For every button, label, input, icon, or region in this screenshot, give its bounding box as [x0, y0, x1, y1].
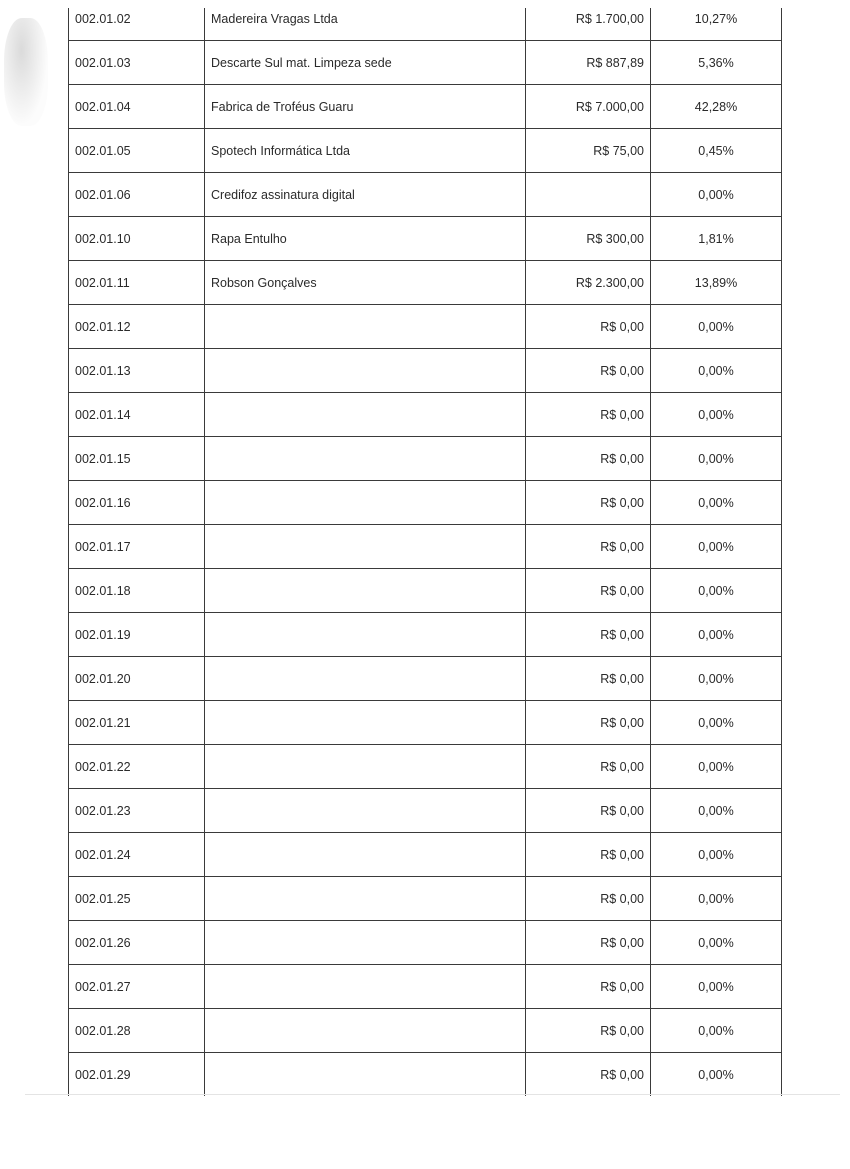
table-row: [69, 1053, 782, 1097]
account-code: 002.01.27: [69, 965, 205, 1009]
amount-value: R$ 0,00: [526, 305, 651, 349]
amount-value: R$ 0,00: [526, 921, 651, 965]
table-row: [69, 129, 782, 173]
account-code: 002.01.17: [69, 525, 205, 569]
account-code: 002.01.18: [69, 569, 205, 613]
table-row: [69, 393, 782, 437]
scan-smudge: [4, 18, 48, 126]
percent-value: 0,00%: [651, 173, 782, 217]
amount-value: R$ 7.000,00: [526, 85, 651, 129]
amount-value: R$ 0,00: [526, 349, 651, 393]
supplier-description: [205, 305, 526, 349]
percent-value: 1,81%: [651, 217, 782, 261]
table-row: [69, 217, 782, 261]
table-row: [69, 525, 782, 569]
table-row: [69, 877, 782, 921]
account-code: 002.01.23: [69, 789, 205, 833]
percent-value: 0,45%: [651, 129, 782, 173]
table-row: [69, 613, 782, 657]
account-code: 002.01.22: [69, 745, 205, 789]
supplier-description: [205, 1009, 526, 1053]
amount-value: R$ 0,00: [526, 789, 651, 833]
supplier-description: [205, 393, 526, 437]
percent-value: 0,00%: [651, 921, 782, 965]
account-code: 002.01.13: [69, 349, 205, 393]
percent-value: 0,00%: [651, 965, 782, 1009]
supplier-description: [205, 657, 526, 701]
supplier-description: [205, 877, 526, 921]
amount-value: R$ 887,89: [526, 41, 651, 85]
supplier-description: Fabrica de Troféus Guaru: [205, 85, 526, 129]
table-row: [69, 833, 782, 877]
table-row: [69, 8, 782, 41]
amount-value: R$ 0,00: [526, 833, 651, 877]
supplier-description: Madereira Vragas Ltda: [205, 8, 526, 41]
table-row: [69, 921, 782, 965]
amount-value: R$ 0,00: [526, 393, 651, 437]
supplier-description: [205, 833, 526, 877]
supplier-description: [205, 569, 526, 613]
amount-value: R$ 0,00: [526, 525, 651, 569]
supplier-description: Rapa Entulho: [205, 217, 526, 261]
account-code: 002.01.21: [69, 701, 205, 745]
percent-value: 42,28%: [651, 85, 782, 129]
table-row: [69, 657, 782, 701]
percent-value: 0,00%: [651, 1053, 782, 1097]
table-row: [69, 481, 782, 525]
account-code: 002.01.14: [69, 393, 205, 437]
account-code: 002.01.26: [69, 921, 205, 965]
percent-value: 0,00%: [651, 613, 782, 657]
supplier-description: [205, 525, 526, 569]
table-row: [69, 261, 782, 305]
amount-value: R$ 0,00: [526, 1009, 651, 1053]
percent-value: 13,89%: [651, 261, 782, 305]
account-code: 002.01.15: [69, 437, 205, 481]
percent-value: 0,00%: [651, 525, 782, 569]
percent-value: 0,00%: [651, 481, 782, 525]
percent-value: 0,00%: [651, 393, 782, 437]
percent-value: 0,00%: [651, 305, 782, 349]
amount-value: R$ 1.700,00: [526, 8, 651, 41]
table-row: [69, 41, 782, 85]
amount-value: R$ 0,00: [526, 481, 651, 525]
table-row: [69, 745, 782, 789]
supplier-description: [205, 701, 526, 745]
amount-value: R$ 2.300,00: [526, 261, 651, 305]
table-row: [69, 85, 782, 129]
percent-value: 0,00%: [651, 349, 782, 393]
percent-value: 0,00%: [651, 745, 782, 789]
percent-value: 10,27%: [651, 8, 782, 41]
table-row: [69, 1009, 782, 1053]
supplier-description: Credifoz assinatura digital: [205, 173, 526, 217]
expense-ledger-table: [68, 8, 782, 1096]
account-code: 002.01.04: [69, 85, 205, 129]
percent-value: 0,00%: [651, 1009, 782, 1053]
amount-value: [526, 173, 651, 217]
supplier-description: [205, 745, 526, 789]
percent-value: 0,00%: [651, 701, 782, 745]
percent-value: 0,00%: [651, 657, 782, 701]
percent-value: 0,00%: [651, 877, 782, 921]
supplier-description: Robson Gonçalves: [205, 261, 526, 305]
supplier-description: [205, 965, 526, 1009]
supplier-description: Spotech Informática Ltda: [205, 129, 526, 173]
supplier-description: [205, 1053, 526, 1097]
amount-value: R$ 0,00: [526, 877, 651, 921]
account-code: 002.01.19: [69, 613, 205, 657]
amount-value: R$ 300,00: [526, 217, 651, 261]
supplier-description: [205, 481, 526, 525]
account-code: 002.01.10: [69, 217, 205, 261]
amount-value: R$ 0,00: [526, 437, 651, 481]
table-row: [69, 789, 782, 833]
amount-value: R$ 0,00: [526, 745, 651, 789]
supplier-description: [205, 349, 526, 393]
account-code: 002.01.05: [69, 129, 205, 173]
percent-value: 5,36%: [651, 41, 782, 85]
amount-value: R$ 0,00: [526, 569, 651, 613]
supplier-description: [205, 921, 526, 965]
table-row: [69, 305, 782, 349]
supplier-description: [205, 789, 526, 833]
account-code: 002.01.20: [69, 657, 205, 701]
account-code: 002.01.28: [69, 1009, 205, 1053]
percent-value: 0,00%: [651, 789, 782, 833]
table-row: [69, 349, 782, 393]
table-row: [69, 965, 782, 1009]
amount-value: R$ 0,00: [526, 657, 651, 701]
ledger-body: [69, 8, 782, 1096]
percent-value: 0,00%: [651, 569, 782, 613]
account-code: 002.01.12: [69, 305, 205, 349]
percent-value: 0,00%: [651, 437, 782, 481]
supplier-description: Descarte Sul mat. Limpeza sede: [205, 41, 526, 85]
supplier-description: [205, 613, 526, 657]
scan-page-edge: [25, 1094, 840, 1095]
account-code: 002.01.29: [69, 1053, 205, 1097]
percent-value: 0,00%: [651, 833, 782, 877]
account-code: 002.01.02: [69, 8, 205, 41]
amount-value: R$ 0,00: [526, 613, 651, 657]
account-code: 002.01.16: [69, 481, 205, 525]
amount-value: R$ 0,00: [526, 965, 651, 1009]
account-code: 002.01.24: [69, 833, 205, 877]
table-row: [69, 437, 782, 481]
account-code: 002.01.25: [69, 877, 205, 921]
account-code: 002.01.03: [69, 41, 205, 85]
account-code: 002.01.11: [69, 261, 205, 305]
table-row: [69, 569, 782, 613]
amount-value: R$ 75,00: [526, 129, 651, 173]
table-row: [69, 701, 782, 745]
table-row: [69, 173, 782, 217]
amount-value: R$ 0,00: [526, 701, 651, 745]
account-code: 002.01.06: [69, 173, 205, 217]
amount-value: R$ 0,00: [526, 1053, 651, 1097]
supplier-description: [205, 437, 526, 481]
